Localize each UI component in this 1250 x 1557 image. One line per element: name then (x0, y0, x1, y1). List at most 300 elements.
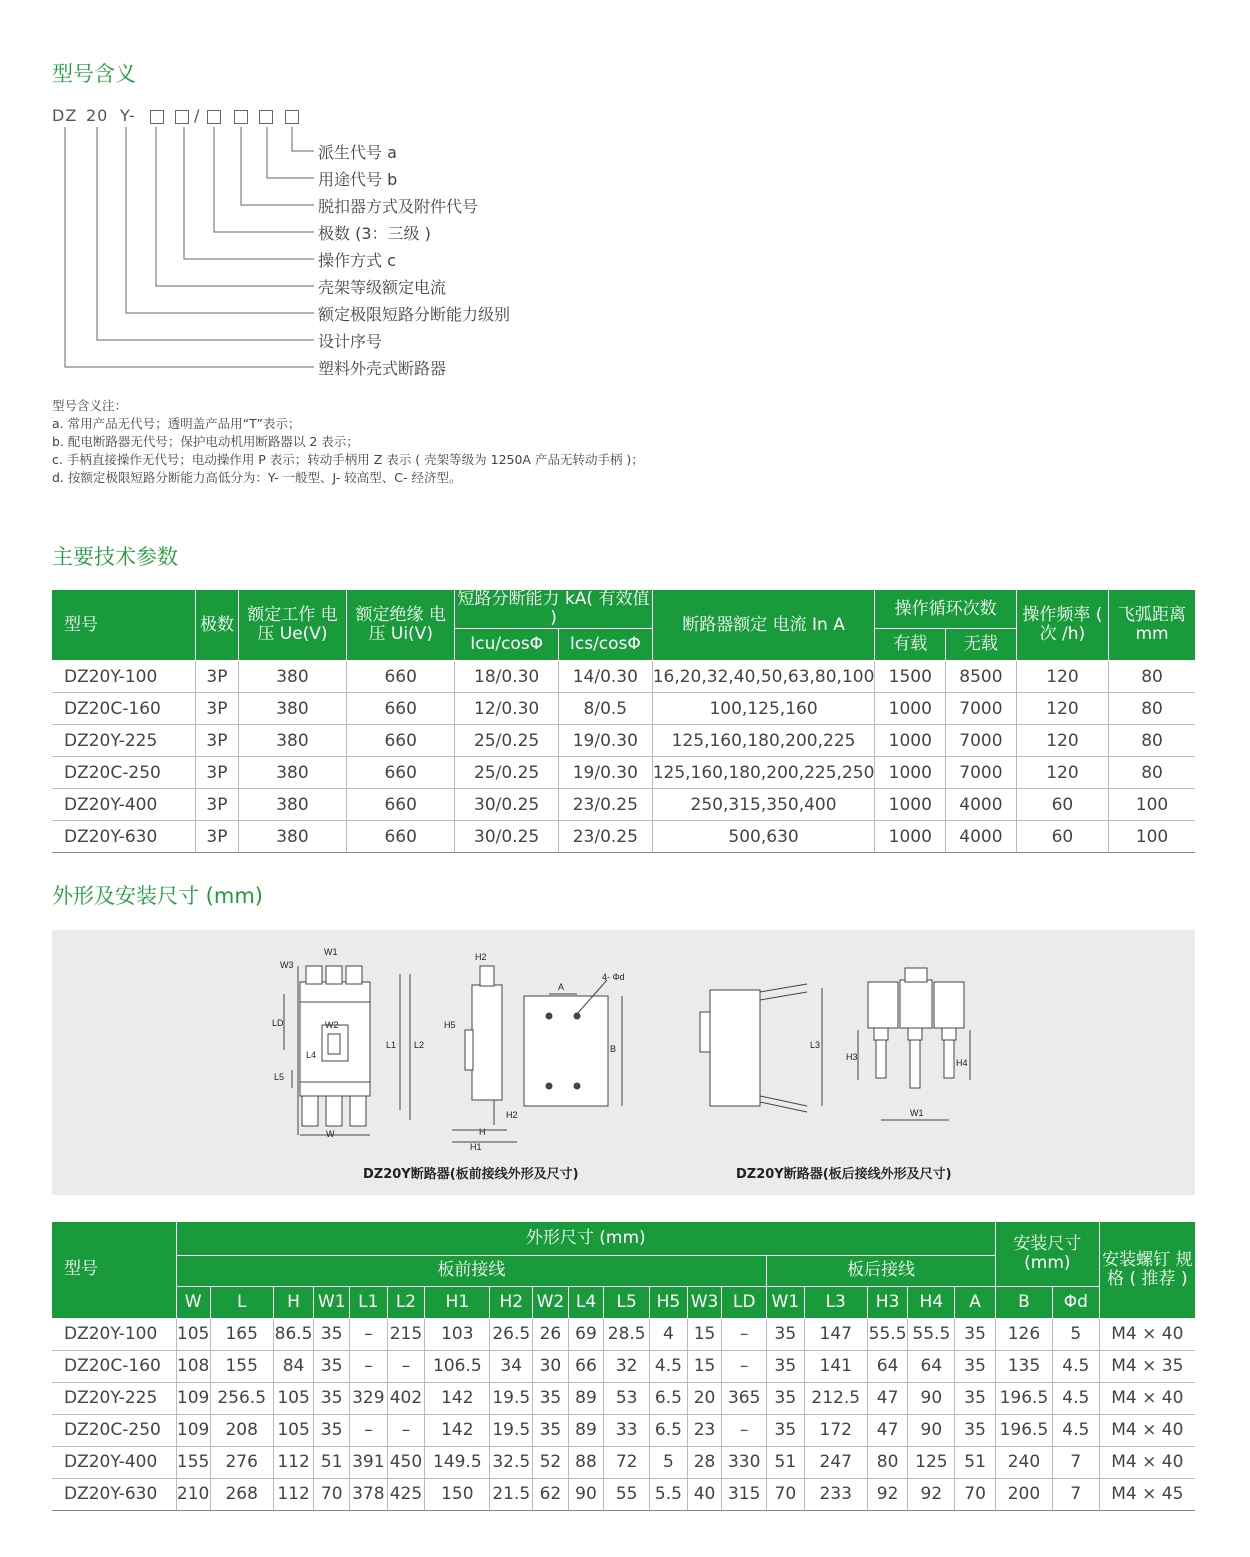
legend-item: 用途代号 b (318, 170, 398, 189)
table-cell: 5 (650, 1446, 688, 1478)
table-cell: 80 (1109, 757, 1195, 789)
table-cell: 28 (687, 1446, 722, 1478)
code-20: 20 (86, 106, 109, 125)
table-cell: 35 (314, 1414, 350, 1446)
label-w3: W3 (280, 960, 294, 970)
table-cell: 155 (210, 1350, 273, 1382)
table-cell: 8/0.5 (558, 693, 652, 725)
table-cell: 112 (273, 1478, 314, 1510)
table-cell: 330 (722, 1446, 767, 1478)
table-cell: 35 (955, 1318, 996, 1350)
table-cell: 51 (955, 1446, 996, 1478)
label-a: A (558, 982, 565, 992)
table-cell: 26 (533, 1318, 569, 1350)
table-cell: 25/0.25 (455, 757, 559, 789)
table-cell: 60 (1016, 821, 1108, 853)
label-w1: W1 (324, 947, 338, 957)
table-cell: 125,160,180,200,225 (652, 725, 875, 757)
table-cell: 250,315,350,400 (652, 789, 875, 821)
table-cell: 15 (687, 1350, 722, 1382)
th-poles: 极数 (196, 590, 239, 661)
table-cell: 30/0.25 (455, 789, 559, 821)
table-cell: 378 (350, 1478, 388, 1510)
table-cell: 35 (314, 1382, 350, 1414)
legend-item: 操作方式 c (318, 251, 396, 270)
table-cell: 6.5 (650, 1382, 688, 1414)
th-ui: 额定绝缘 电压 Ui(V) (347, 590, 455, 661)
dim-col-header: H2 (490, 1286, 533, 1318)
table-cell: 1000 (875, 821, 946, 853)
table-cell: 60 (1016, 789, 1108, 821)
table-cell: 47 (867, 1414, 908, 1446)
table-row (52, 1350, 1195, 1382)
dim-col-header: W1 (314, 1286, 350, 1318)
table-cell: 660 (347, 725, 455, 757)
table-cell: 51 (767, 1446, 805, 1478)
dim-col-header: LD (722, 1286, 767, 1318)
table-cell: 34 (490, 1350, 533, 1382)
table-cell: 64 (867, 1350, 908, 1382)
table-cell: 23/0.25 (558, 789, 652, 821)
th-icu: Icu/cosΦ (455, 629, 559, 661)
table-row (52, 1382, 1195, 1414)
table-cell: 20 (687, 1382, 722, 1414)
table-cell: DZ20Y-630 (52, 821, 196, 853)
table-cell: 105 (273, 1382, 314, 1414)
table-cell: 4 (650, 1318, 688, 1350)
table-cell: M4 × 45 (1099, 1478, 1195, 1510)
table-cell: 26.5 (490, 1318, 533, 1350)
note-line: c. 手柄直接操作无代号；电动操作用 P 表示；转动手柄用 Z 表示 ( 壳架等级为 1250A 产品无转动手柄 )； (52, 452, 644, 467)
table-cell: 1000 (875, 693, 946, 725)
table-cell: 120 (1016, 757, 1108, 789)
section-title-model-meaning: 型号含义 (52, 62, 136, 86)
dim-th-mount: 安装尺寸 (mm) (995, 1222, 1099, 1286)
table-cell: 380 (238, 725, 346, 757)
table-cell: – (722, 1350, 767, 1382)
table-cell: 208 (210, 1414, 273, 1446)
table-cell: 66 (568, 1350, 604, 1382)
table-cell: 23/0.25 (558, 821, 652, 853)
table-cell: 125 (908, 1446, 955, 1478)
table-cell: 89 (568, 1382, 604, 1414)
table-cell: 120 (1016, 693, 1108, 725)
table-cell: 100 (1109, 821, 1195, 853)
dim-col-header: L1 (350, 1286, 388, 1318)
drawing-panel (52, 930, 1195, 1195)
dim-col-header: L2 (387, 1286, 425, 1318)
table-cell: 660 (347, 661, 455, 693)
section-title-tech-params: 主要技术参数 (52, 545, 178, 569)
table-cell: 380 (238, 693, 346, 725)
table-cell: DZ20Y-225 (52, 1382, 176, 1414)
table-cell: 142 (425, 1414, 490, 1446)
table-cell: – (350, 1350, 388, 1382)
table-cell: 32.5 (490, 1446, 533, 1478)
table-row (52, 693, 1195, 725)
table-cell: 4.5 (1052, 1382, 1099, 1414)
legend-item: 额定极限短路分断能力级别 (318, 305, 511, 324)
code-dz: DZ (52, 106, 78, 125)
table-cell: 165 (210, 1318, 273, 1350)
table-cell: 120 (1016, 661, 1108, 693)
dim-col-header: H5 (650, 1286, 688, 1318)
table-cell: 35 (533, 1414, 569, 1446)
table-cell: 196.5 (995, 1382, 1052, 1414)
dim-col-header: W3 (687, 1286, 722, 1318)
table-cell: DZ20C-250 (52, 757, 196, 789)
table-cell: DZ20C-160 (52, 1350, 176, 1382)
dim-col-header: W2 (533, 1286, 569, 1318)
table-cell: 142 (425, 1382, 490, 1414)
table-cell: 112 (273, 1446, 314, 1478)
table-cell: DZ20Y-100 (52, 661, 196, 693)
dim-col-header: L (210, 1286, 273, 1318)
table-row (52, 1318, 1195, 1350)
table-cell: 19/0.30 (558, 725, 652, 757)
table-cell: 210 (176, 1478, 210, 1510)
table-cell: 35 (955, 1350, 996, 1382)
table-cell: – (350, 1318, 388, 1350)
table-cell: 19/0.30 (558, 757, 652, 789)
dim-th-outer: 外形尺寸 (mm) (176, 1222, 995, 1255)
table-cell: 51 (314, 1446, 350, 1478)
table-cell: 135 (995, 1350, 1052, 1382)
table-cell: 100,125,160 (652, 693, 875, 725)
table-cell: 3P (196, 757, 239, 789)
table-row (52, 661, 1195, 693)
table-row (52, 821, 1195, 853)
table-cell: 28.5 (604, 1318, 650, 1350)
table-cell: 172 (804, 1414, 867, 1446)
table-cell: DZ20Y-400 (52, 1446, 176, 1478)
legend-item: 脱扣器方式及附件代号 (318, 197, 479, 216)
table-cell: 70 (955, 1478, 996, 1510)
table-cell: 212.5 (804, 1382, 867, 1414)
table-cell: 12/0.30 (455, 693, 559, 725)
table-cell: 70 (767, 1478, 805, 1510)
table-cell: 55.5 (867, 1318, 908, 1350)
label-l2: L2 (414, 1040, 425, 1050)
table-cell: – (722, 1318, 767, 1350)
label-ld: LD (272, 1018, 284, 1028)
table-cell: 4.5 (650, 1350, 688, 1382)
table-cell: 80 (1109, 693, 1195, 725)
note-line: b. 配电断路器无代号；保护电动机用断路器以 2 表示； (52, 434, 359, 449)
label-w2: W2 (325, 1020, 339, 1030)
code-slash: / (194, 106, 201, 125)
dim-col-header: A (955, 1286, 996, 1318)
table-cell: 90 (908, 1414, 955, 1446)
table-cell: 105 (176, 1318, 210, 1350)
dim-col-header: H3 (867, 1286, 908, 1318)
table-cell: 30/0.25 (455, 821, 559, 853)
table-cell: 1000 (875, 789, 946, 821)
table-cell: 35 (955, 1382, 996, 1414)
table-cell: 147 (804, 1318, 867, 1350)
dim-th-front: 板前接线 (176, 1255, 766, 1286)
table-cell: 23 (687, 1414, 722, 1446)
table-cell: 109 (176, 1414, 210, 1446)
label-h: H (479, 1127, 486, 1137)
table-cell: DZ20Y-100 (52, 1318, 176, 1350)
table-cell: 660 (347, 789, 455, 821)
table-cell: 7000 (946, 725, 1017, 757)
table-cell: 3P (196, 821, 239, 853)
model-code-leader-lines (0, 0, 320, 380)
dim-col-header: L3 (804, 1286, 867, 1318)
table-cell: 155 (176, 1446, 210, 1478)
label-b: B (610, 1044, 617, 1054)
table-cell: DZ20C-250 (52, 1414, 176, 1446)
table-cell: 3P (196, 693, 239, 725)
tech-params-table (52, 590, 1195, 853)
table-row (52, 1446, 1195, 1478)
table-cell: 19.5 (490, 1382, 533, 1414)
table-cell: 106.5 (425, 1350, 490, 1382)
table-cell: 660 (347, 693, 455, 725)
label-l4: L4 (306, 1050, 317, 1060)
table-row (52, 725, 1195, 757)
table-cell: 90 (568, 1478, 604, 1510)
table-cell: M4 × 40 (1099, 1414, 1195, 1446)
table-cell: 105 (273, 1414, 314, 1446)
table-cell: 72 (604, 1446, 650, 1478)
dim-th-screw: 安装螺钉 规格 ( 推荐 ) (1099, 1222, 1195, 1318)
table-cell: 365 (722, 1382, 767, 1414)
dim-th-model: 型号 (52, 1222, 176, 1318)
table-cell: 256.5 (210, 1382, 273, 1414)
table-cell: 141 (804, 1350, 867, 1382)
table-cell: 380 (238, 821, 346, 853)
th-cycles: 操作循环次数 (875, 590, 1016, 629)
dim-col-header: L5 (604, 1286, 650, 1318)
table-cell: 18/0.30 (455, 661, 559, 693)
th-model: 型号 (52, 590, 196, 661)
label-w: W (326, 1129, 335, 1139)
table-cell: 40 (687, 1478, 722, 1510)
table-cell: 109 (176, 1382, 210, 1414)
table-cell: 55.5 (908, 1318, 955, 1350)
table-cell: 84 (273, 1350, 314, 1382)
th-load: 有载 (875, 629, 946, 661)
table-cell: 90 (908, 1382, 955, 1414)
label-h2-bottom: H2 (506, 1110, 518, 1120)
label-h5: H5 (444, 1020, 456, 1030)
table-cell: 15 (687, 1318, 722, 1350)
table-cell: DZ20Y-400 (52, 789, 196, 821)
table-cell: 240 (995, 1446, 1052, 1478)
label-l5: L5 (274, 1072, 285, 1082)
table-cell: 391 (350, 1446, 388, 1478)
table-cell: 233 (804, 1478, 867, 1510)
table-cell: 315 (722, 1478, 767, 1510)
caption-front-wiring: DZ20Y断路器(板前接线外形及尺寸) (363, 1167, 579, 1182)
table-cell: 62 (533, 1478, 569, 1510)
table-cell: 7 (1052, 1446, 1099, 1478)
dim-col-header: W1 (767, 1286, 805, 1318)
dim-col-header: Φd (1052, 1286, 1099, 1318)
table-cell: 88 (568, 1446, 604, 1478)
table-cell: 4.5 (1052, 1350, 1099, 1382)
table-cell: 125,160,180,200,225,250 (652, 757, 875, 789)
table-cell: 35 (314, 1350, 350, 1382)
table-cell: DZ20Y-630 (52, 1478, 176, 1510)
legend-item: 极数 (3：三级 ) (318, 224, 431, 243)
table-cell: 32 (604, 1350, 650, 1382)
table-cell: M4 × 40 (1099, 1318, 1195, 1350)
table-cell: 4000 (946, 789, 1017, 821)
table-cell: – (722, 1414, 767, 1446)
table-cell: 19.5 (490, 1414, 533, 1446)
table-cell: 402 (387, 1382, 425, 1414)
th-arc: 飞弧距离 mm (1109, 590, 1195, 661)
table-cell: 35 (767, 1350, 805, 1382)
model-notes (52, 397, 644, 487)
th-noload: 无载 (946, 629, 1017, 661)
table-cell: 3P (196, 725, 239, 757)
table-cell: 55 (604, 1478, 650, 1510)
legend-item: 塑料外壳式断路器 (318, 359, 447, 378)
table-cell: 450 (387, 1446, 425, 1478)
table-cell: 247 (804, 1446, 867, 1478)
table-cell: 3P (196, 661, 239, 693)
table-cell: M4 × 40 (1099, 1446, 1195, 1478)
label-h3: H3 (846, 1052, 858, 1062)
table-cell: M4 × 40 (1099, 1382, 1195, 1414)
table-cell: 5 (1052, 1318, 1099, 1350)
table-cell: 380 (238, 789, 346, 821)
table-cell: 35 (767, 1318, 805, 1350)
note-line: a. 常用产品无代号；透明盖产品用“T”表示； (52, 416, 301, 431)
table-cell: 103 (425, 1318, 490, 1350)
label-l1: L1 (386, 1040, 397, 1050)
table-cell: 150 (425, 1478, 490, 1510)
table-cell: 69 (568, 1318, 604, 1350)
table-cell: 86.5 (273, 1318, 314, 1350)
label-h4: H4 (956, 1058, 968, 1068)
table-cell: 80 (1109, 725, 1195, 757)
table-cell: 35 (767, 1382, 805, 1414)
table-cell: 660 (347, 821, 455, 853)
table-cell: 215 (387, 1318, 425, 1350)
table-cell: 80 (867, 1446, 908, 1478)
table-cell: 4000 (946, 821, 1017, 853)
table-cell: 7000 (946, 693, 1017, 725)
table-cell: 16,20,32,40,50,63,80,100 (652, 661, 875, 693)
table-cell: 64 (908, 1350, 955, 1382)
table-cell: 329 (350, 1382, 388, 1414)
label-h2-top: H2 (475, 952, 487, 962)
label-rear-w1: W1 (910, 1108, 924, 1118)
table-cell: 35 (767, 1414, 805, 1446)
table-cell: 380 (238, 661, 346, 693)
dim-col-header: H1 (425, 1286, 490, 1318)
dim-col-header: L4 (568, 1286, 604, 1318)
table-cell: 1000 (875, 725, 946, 757)
label-phi-d: 4- Φd (602, 972, 625, 982)
table-cell: 200 (995, 1478, 1052, 1510)
table-cell: M4 × 35 (1099, 1350, 1195, 1382)
table-cell: 35 (314, 1318, 350, 1350)
legend-item: 壳架等级额定电流 (318, 278, 447, 297)
table-cell: 149.5 (425, 1446, 490, 1478)
table-row (52, 757, 1195, 789)
table-cell: 25/0.25 (455, 725, 559, 757)
table-cell: 70 (314, 1478, 350, 1510)
table-cell: 8500 (946, 661, 1017, 693)
dim-col-header: H (273, 1286, 314, 1318)
label-l3: L3 (810, 1040, 821, 1050)
table-row (52, 1478, 1195, 1510)
table-cell: 1000 (875, 757, 946, 789)
table-cell: 276 (210, 1446, 273, 1478)
note-line: 型号含义注： (52, 398, 128, 413)
table-cell: 80 (1109, 661, 1195, 693)
legend-item: 设计序号 (318, 332, 383, 351)
table-cell: 47 (867, 1382, 908, 1414)
code-y: Y- (120, 106, 136, 125)
table-cell: 660 (347, 757, 455, 789)
legend-item: 派生代号 a (318, 143, 397, 162)
table-cell: 268 (210, 1478, 273, 1510)
table-cell: 53 (604, 1382, 650, 1414)
table-cell: 120 (1016, 725, 1108, 757)
table-cell: 4.5 (1052, 1414, 1099, 1446)
table-cell: 196.5 (995, 1414, 1052, 1446)
table-cell: 500,630 (652, 821, 875, 853)
table-row (52, 1414, 1195, 1446)
dim-th-back: 板后接线 (767, 1255, 996, 1286)
table-cell: – (350, 1414, 388, 1446)
table-cell: 92 (908, 1478, 955, 1510)
table-cell: 126 (995, 1318, 1052, 1350)
dimension-drawings (52, 930, 1195, 1195)
table-cell: DZ20Y-225 (52, 725, 196, 757)
table-cell: 35 (533, 1382, 569, 1414)
table-cell: 89 (568, 1414, 604, 1446)
table-cell: 380 (238, 757, 346, 789)
th-ics: Ics/cosΦ (558, 629, 652, 661)
table-cell: – (387, 1414, 425, 1446)
table-cell: 425 (387, 1478, 425, 1510)
table-cell: 100 (1109, 789, 1195, 821)
th-ue: 额定工作 电压 Ue(V) (238, 590, 346, 661)
table-cell: 7 (1052, 1478, 1099, 1510)
table-cell: 14/0.30 (558, 661, 652, 693)
table-cell: – (387, 1350, 425, 1382)
table-cell: DZ20C-160 (52, 693, 196, 725)
table-cell: 1500 (875, 661, 946, 693)
dim-col-header: B (995, 1286, 1052, 1318)
dim-col-header: W (176, 1286, 210, 1318)
table-cell: 35 (955, 1414, 996, 1446)
th-breaking: 短路分断能力 kA( 有效值 ) (455, 590, 652, 629)
dimensions-table (52, 1222, 1195, 1511)
table-cell: 21.5 (490, 1478, 533, 1510)
table-cell: 92 (867, 1478, 908, 1510)
table-cell: 52 (533, 1446, 569, 1478)
table-row (52, 789, 1195, 821)
table-cell: 108 (176, 1350, 210, 1382)
dim-col-header: H4 (908, 1286, 955, 1318)
table-cell: 3P (196, 789, 239, 821)
label-h1: H1 (470, 1142, 482, 1152)
note-line: d. 按额定极限短路分断能力高低分为：Y- 一般型、J- 较高型、C- 经济型。 (52, 470, 462, 485)
table-cell: 6.5 (650, 1414, 688, 1446)
table-cell: 5.5 (650, 1478, 688, 1510)
table-cell: 30 (533, 1350, 569, 1382)
